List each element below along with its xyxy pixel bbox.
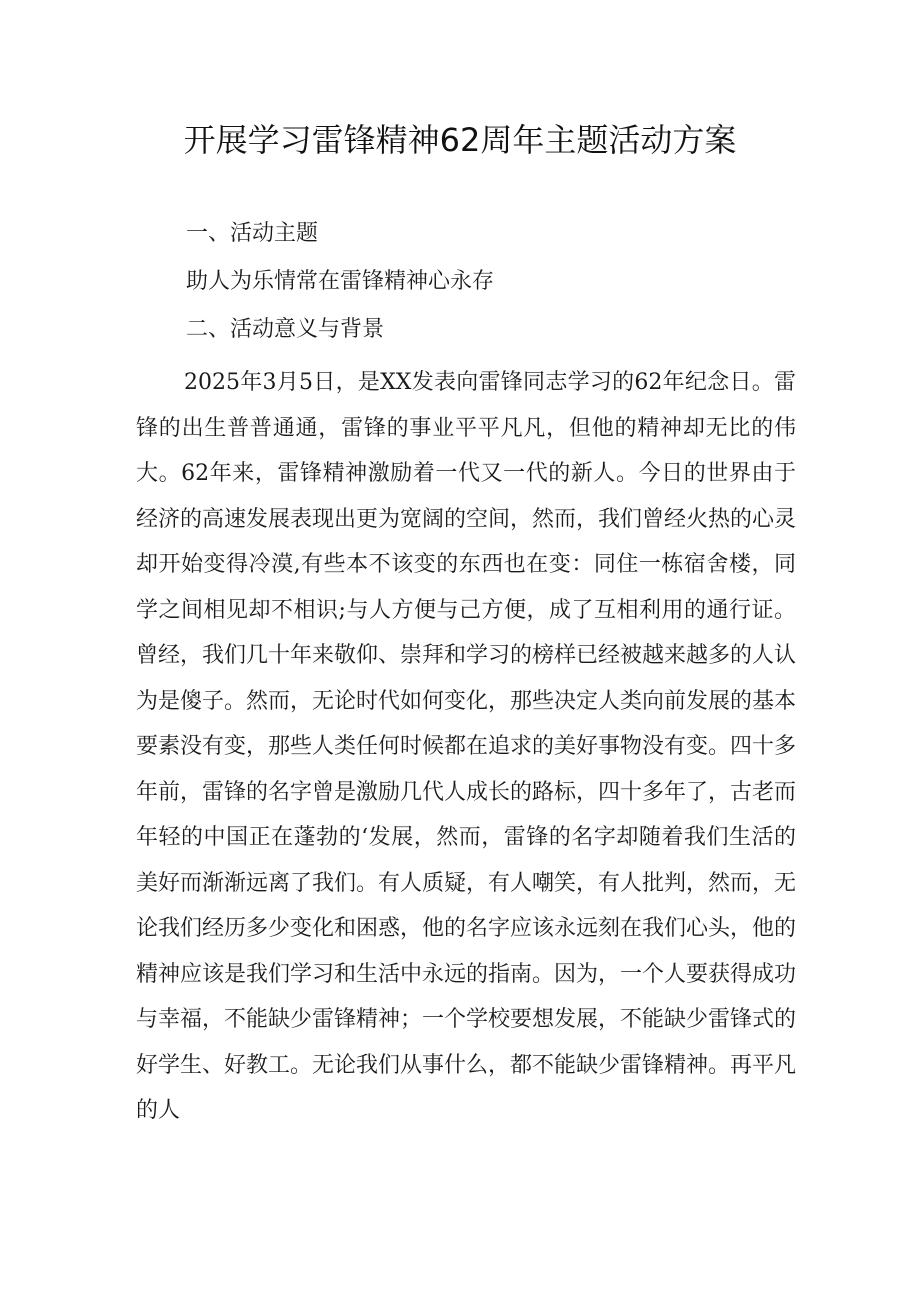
document-title: 开展学习雷锋精神62周年主题活动方案 (183, 121, 737, 159)
activity-theme-text: 助人为乐情常在雷锋精神心永存 (186, 269, 495, 294)
background-paragraph: 2025年3月5日，是XX发表向雷锋同志学习的62年纪念日。雷锋的出生普普通通，雷锋的事业平平凡凡，但他的精神却无比的伟大。62年来，雷锋精神激励着一代又一代的新人。今日的世界由于经济的高速发展表现出更为宽阔的空间，然而，我们曾经火热的心灵却开始变得冷漠,有些本不该变的东西也在变：同住一栋宿舍楼，同学之间相见却不相识;与人方便与己方便，成了互相利用的通行证。曾经，我们几十年来敬仰、崇拜和学习的榜样已经被越来越多的人认为是傻子。然而，无论时代如何变化，那些决定人类向前发展的基本要素没有变，那些人类任何时候都在追求的美好事物没有变。四十多年前，雷锋的名字曾是激励几代人成长的路标，四十多年了，古老而年轻的中国正在蓬勃的‘发展，然而，雷锋的名字却随着我们生活的美好而渐渐远离了我们。有人质疑，有人嘲笑，有人批判，然而，无论我们经历多少变化和困惑，他的名字应该永远刻在我们心头，他的精神应该是我们学习和生活中永远的指南。因为，一个人要获得成功与幸福，不能缺少雷锋精神；一个学校要想发展，不能缺少雷锋式的好学生、好教工。无论我们从事什么，都不能缺少雷锋精神。再平凡的人 (136, 370, 797, 1123)
section-heading-activity-theme: 一、活动主题 (186, 221, 319, 246)
section-heading-significance-background: 二、活动意义与背景 (186, 317, 385, 342)
